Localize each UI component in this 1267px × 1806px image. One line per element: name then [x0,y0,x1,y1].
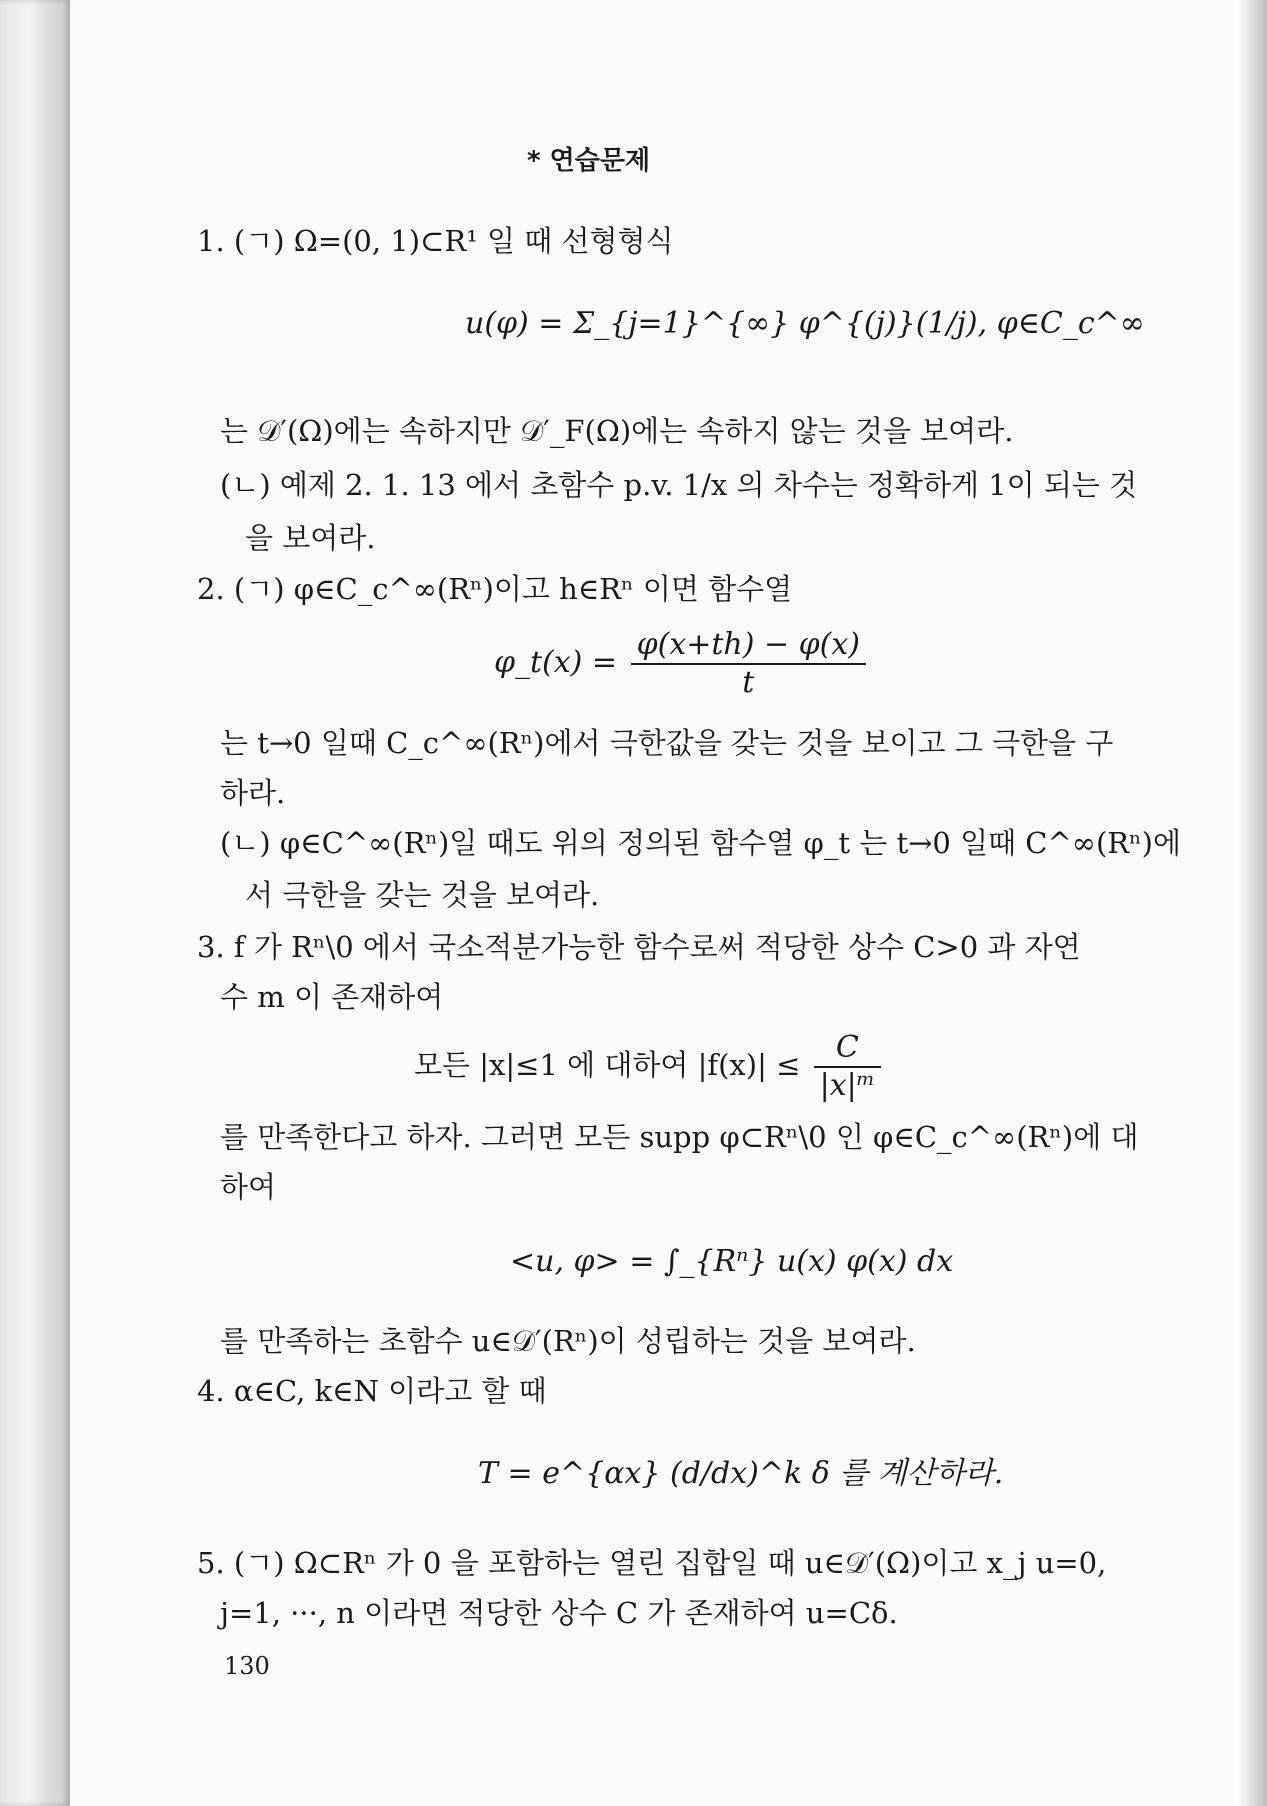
page [70,0,1237,1806]
problem-3-line-2: 수 m 이 존재하여 [220,980,444,1014]
problem-3-fraction [814,1030,882,1104]
problem-2-fraction-numerator: φ(x+th) − φ(x) [631,627,866,665]
problem-3-equation-2: <u, φ> = ∫_{Rⁿ} u(x) φ(x) dx [510,1244,954,1279]
problem-2-line-3: 하라. [220,776,286,810]
problem-3-line-3: 를 만족한다고 하자. 그러면 모든 supp φ⊂Rⁿ\0 인 φ∈C_c^∞(Rⁿ)에 대 [220,1120,1139,1154]
problem-1-line-2: 는 𝒟′(Ω)에는 속하지만 𝒟′_F(Ω)에는 속하지 않는 것을 보여라. [220,414,1014,448]
problem-1-line-1: 1. (ㄱ) Ω=(0, 1)⊂R¹ 일 때 선형형식 [197,224,674,258]
problem-3-fraction-denominator: |x|ᵐ [819,1068,876,1103]
book-edge [0,0,70,1806]
page-title: * 연습문제 [527,146,651,176]
problem-3-line-4: 하여 [220,1170,277,1204]
problem-3-fraction-numerator: C [814,1030,882,1068]
problem-4-equation: T = e^{αx} (d/dx)^k δ 를 계산하라. [478,1456,1004,1491]
problem-2-equation [494,627,870,701]
problem-3-line-5: 를 만족하는 초함수 u∈𝒟′(Rⁿ)이 성립하는 것을 보여라. [220,1324,916,1358]
page-number: 130 [224,1652,270,1680]
problem-2-equation-lhs: φ_t(x) = [494,645,618,680]
problem-3-equation [414,1030,885,1104]
problem-2-line-1: 2. (ㄱ) φ∈C_c^∞(Rⁿ)이고 h∈Rⁿ 이면 함수열 [197,572,793,606]
problem-1-line-4: 을 보여라. [245,521,376,555]
problem-2-line-4: (ㄴ) φ∈C^∞(Rⁿ)일 때도 위의 정의된 함수열 φ_t 는 t→0 일때 C^∞(Rⁿ)에 [220,826,1181,860]
problem-3-line-1: 3. f 가 Rⁿ\0 에서 국소적분가능한 함수로써 적당한 상수 C>0 과 자연 [197,930,1081,964]
problem-4-line-1: 4. α∈C, k∈N 이라고 할 때 [197,1374,547,1408]
page-shadow [1237,0,1267,1806]
problem-2-line-5: 서 극한을 갖는 것을 보여라. [245,878,600,912]
problem-3-equation-text: 모든 |x|≤1 에 대하여 |f(x)| ≤ [414,1048,801,1082]
problem-5-line-2: j=1, ···, n 이라면 적당한 상수 C 가 존재하여 u=Cδ. [220,1596,898,1630]
problem-2-line-2: 는 t→0 일때 C_c^∞(Rⁿ)에서 극한값을 갖는 것을 보이고 그 극한을 구 [220,726,1114,760]
problem-2-fraction [631,627,866,701]
problem-1-equation: u(φ) = Σ_{j=1}^{∞} φ^{(j)}(1/j), φ∈C_c^∞ [465,306,1145,341]
problem-1-line-3: (ㄴ) 예제 2. 1. 13 에서 초함수 p.v. 1/x 의 차수는 정확하게 1이 되는 것 [220,468,1138,502]
problem-5-line-1: 5. (ㄱ) Ω⊂Rⁿ 가 0 을 포함하는 열린 집합일 때 u∈𝒟′(Ω)이고 x_j u=0, [197,1546,1107,1580]
problem-2-fraction-denominator: t [742,665,755,700]
